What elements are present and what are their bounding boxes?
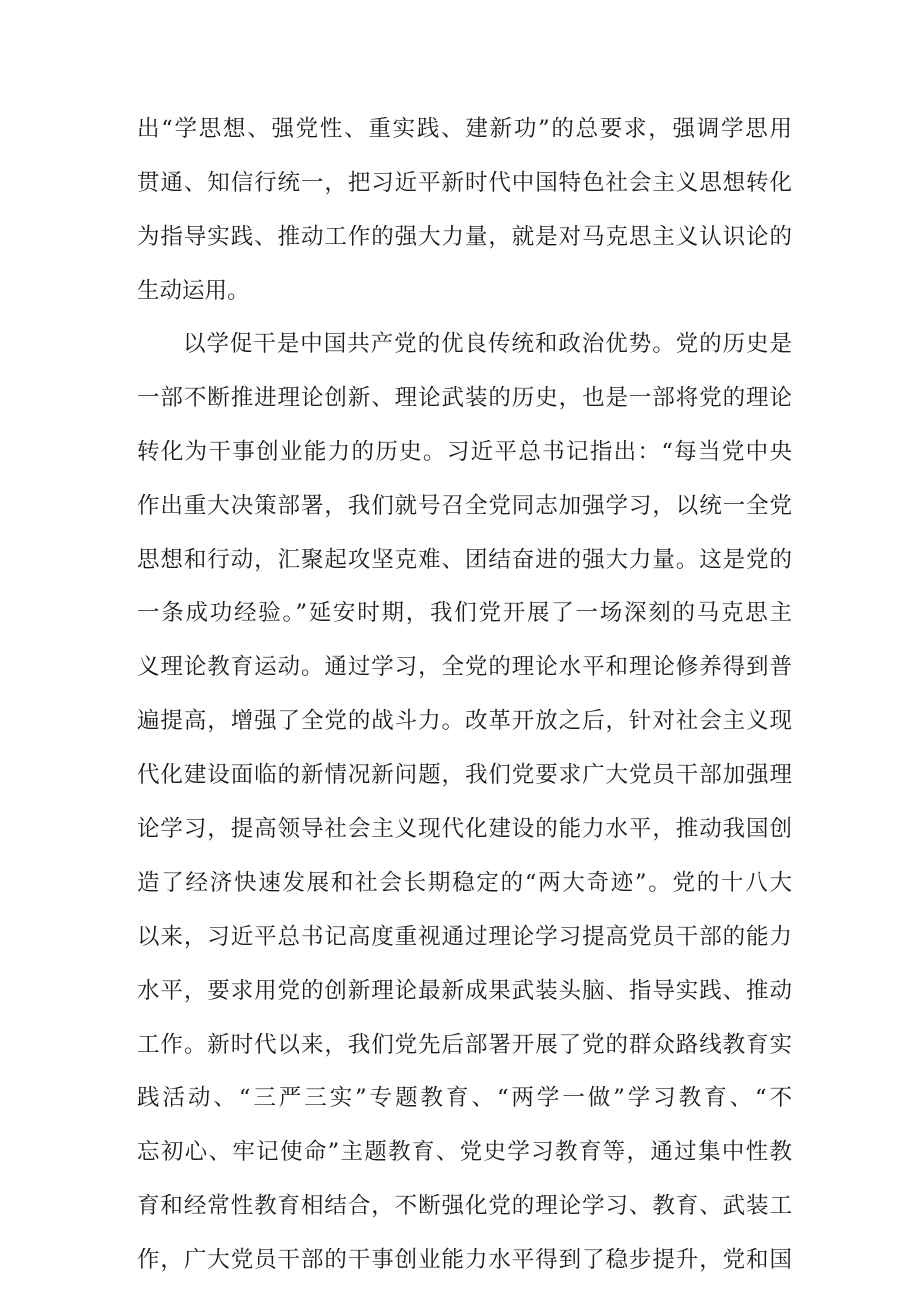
- paragraph-line: 一部不断推进理论创新、理论武装的历史，也是一部将党的理论: [137, 384, 792, 411]
- paragraph-2: [137, 318, 792, 1288]
- paragraph-line: 造了经济快速发展和社会长期稳定的“两大奇迹”。党的十八大: [137, 869, 792, 896]
- paragraph-line: 作出重大决策部署，我们就号召全党同志加强学习，以统一全党: [137, 492, 792, 519]
- paragraph-line: 以来，习近平总书记高度重视通过理论学习提高党员干部的能力: [137, 923, 792, 950]
- paragraph-line: 义理论教育运动。通过学习，全党的理论水平和理论修养得到普: [137, 654, 792, 681]
- paragraph-line: 以学促干是中国共产党的优良传统和政治优势。党的历史是: [183, 331, 792, 357]
- paragraph-line: 作，广大党员干部的干事创业能力水平得到了稳步提升，党和国: [137, 1247, 792, 1274]
- paragraph-line: 贯通、知信行统一，把习近平新时代中国特色社会主义思想转化: [137, 169, 792, 196]
- paragraph-1: [137, 103, 792, 319]
- paragraph-line: 生动运用。: [137, 277, 250, 304]
- paragraph-line: 忘初心、牢记使命”主题教育、党史学习教育等，通过集中性教: [137, 1139, 792, 1166]
- paragraph-line: 工作。新时代以来，我们党先后部署开展了党的群众路线教育实: [137, 1031, 792, 1058]
- paragraph-line: 思想和行动，汇聚起攻坚克难、团结奋进的强大力量。这是党的: [137, 546, 792, 573]
- paragraph-line: 水平，要求用党的创新理论最新成果武装头脑、指导实践、推动: [137, 977, 792, 1004]
- paragraph-line: 论学习，提高领导社会主义现代化建设的能力水平，推动我国创: [137, 816, 792, 843]
- paragraph-line: 为指导实践、推动工作的强大力量，就是对马克思主义认识论的: [137, 223, 792, 250]
- paragraph-line: 转化为干事创业能力的历史。习近平总书记指出：“每当党中央: [137, 438, 792, 465]
- paragraph-line: 践活动、“三严三实”专题教育、“两学一做”学习教育、“不: [137, 1085, 792, 1112]
- paragraph-line: 出“学思想、强党性、重实践、建新功”的总要求，强调学思用: [137, 116, 792, 142]
- paragraph-line: 遍提高，增强了全党的战斗力。改革开放之后，针对社会主义现: [137, 708, 792, 735]
- paragraph-line: 一条成功经验。”延安时期，我们党开展了一场深刻的马克思主: [137, 600, 792, 627]
- paragraph-line: 代化建设面临的新情况新问题，我们党要求广大党员干部加强理: [137, 762, 792, 789]
- paragraph-line: 育和经常性教育相结合，不断强化党的理论学习、教育、武装工: [137, 1193, 792, 1220]
